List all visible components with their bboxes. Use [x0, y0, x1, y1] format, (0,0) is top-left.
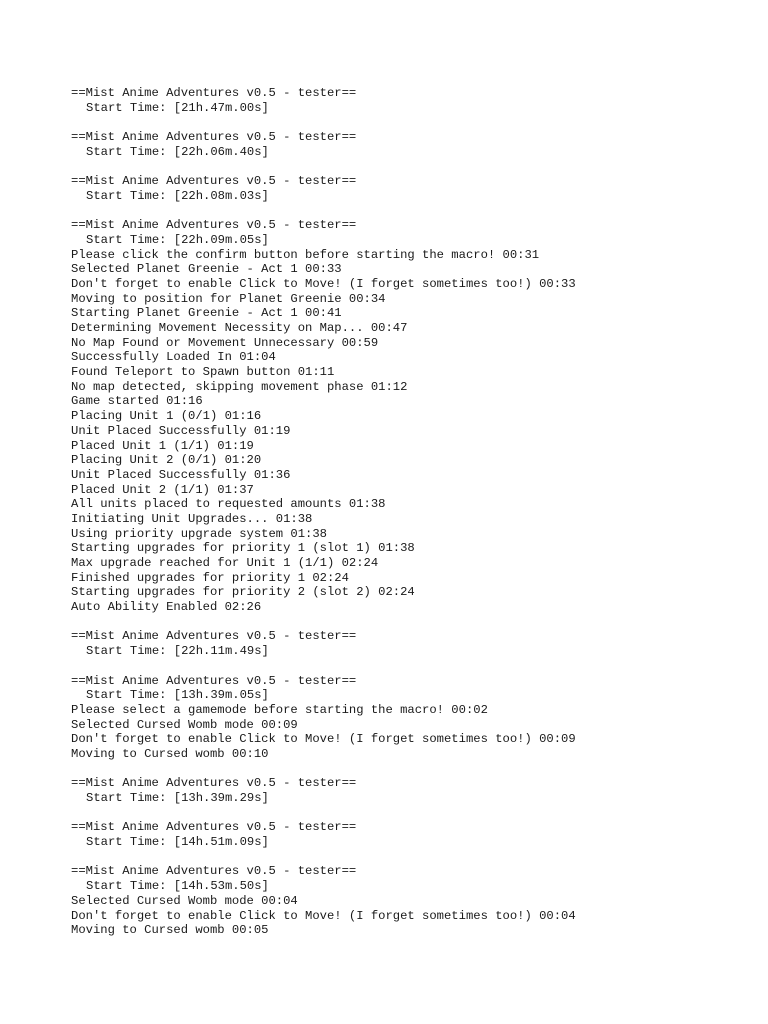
log-entry: Unit Placed Successfully 01:36	[71, 467, 291, 482]
blank-line	[71, 159, 751, 174]
session-header: ==Mist Anime Adventures v0.5 - tester==	[71, 218, 357, 233]
log-entry: Don't forget to enable Click to Move! (I forget sometimes too!) 00:04	[71, 908, 576, 923]
log-entry: Selected Planet Greenie - Act 1 00:33	[71, 262, 342, 277]
log-entry: Please click the confirm button before starting the macro! 00:31	[71, 247, 540, 262]
session-start-time: Start Time: [21h.47m.00s]	[86, 100, 269, 115]
log-session	[71, 776, 751, 805]
session-header: ==Mist Anime Adventures v0.5 - tester==	[71, 629, 357, 644]
session-header: ==Mist Anime Adventures v0.5 - tester==	[71, 776, 357, 791]
log-entry: Moving to Cursed womb 00:10	[71, 746, 269, 761]
session-header: ==Mist Anime Adventures v0.5 - tester==	[71, 673, 357, 688]
log-entry: No Map Found or Movement Unnecessary 00:59	[71, 335, 379, 350]
session-start-time: Start Time: [22h.11m.49s]	[86, 644, 269, 659]
log-session	[71, 218, 751, 615]
log-entry: Found Teleport to Spawn button 01:11	[71, 365, 335, 380]
log-session	[71, 174, 751, 203]
log-entry: Using priority upgrade system 01:38	[71, 526, 327, 541]
log-entry: Successfully Loaded In 01:04	[71, 350, 276, 365]
log-entry: Initiating Unit Upgrades... 01:38	[71, 511, 313, 526]
log-entry: Starting Planet Greenie - Act 1 00:41	[71, 306, 342, 321]
log-entry: Max upgrade reached for Unit 1 (1/1) 02:24	[71, 556, 379, 570]
session-start-time: Start Time: [14h.53m.50s]	[86, 879, 269, 894]
session-start-time: Start Time: [14h.51m.09s]	[86, 835, 269, 850]
session-start-time: Start Time: [22h.08m.03s]	[86, 188, 269, 203]
log-entry: Game started 01:16	[71, 394, 203, 409]
session-header: ==Mist Anime Adventures v0.5 - tester==	[71, 174, 357, 189]
log-session	[71, 629, 751, 658]
blank-line	[71, 115, 751, 130]
log-entry: Don't forget to enable Click to Move! (I forget sometimes too!) 00:33	[71, 276, 576, 291]
session-start-time: Start Time: [13h.39m.05s]	[86, 688, 269, 703]
session-header: ==Mist Anime Adventures v0.5 - tester==	[71, 130, 357, 145]
log-session	[71, 864, 751, 937]
log-entry: Moving to Cursed womb 00:05	[71, 923, 269, 938]
session-start-time: Start Time: [22h.06m.40s]	[86, 144, 269, 159]
log-session	[71, 130, 751, 159]
log-entry: Determining Movement Necessity on Map... 00:47	[71, 321, 408, 335]
log-entry: Finished upgrades for priority 1 02:24	[71, 570, 349, 585]
log-entry: Placed Unit 1 (1/1) 01:19	[71, 438, 254, 453]
session-header: ==Mist Anime Adventures v0.5 - tester==	[71, 864, 357, 879]
log-entry: Unit Placed Successfully 01:19	[71, 423, 291, 438]
blank-line	[71, 850, 751, 865]
log-entry: Moving to position for Planet Greenie 00:34	[71, 291, 386, 306]
log-entry: No map detected, skipping movement phase 01:12	[71, 379, 408, 394]
log-entry: Selected Cursed Womb mode 00:04	[71, 893, 298, 908]
session-start-time: Start Time: [13h.39m.29s]	[86, 791, 269, 805]
log-entry: Starting upgrades for priority 2 (slot 2) 02:24	[71, 585, 415, 600]
blank-line	[71, 659, 751, 674]
session-header: ==Mist Anime Adventures v0.5 - tester==	[71, 86, 357, 100]
log-session	[71, 820, 751, 849]
blank-line	[71, 806, 751, 821]
log-session	[71, 86, 751, 115]
log-entry: Starting upgrades for priority 1 (slot 1) 01:38	[71, 541, 415, 556]
log-session	[71, 674, 751, 762]
session-header: ==Mist Anime Adventures v0.5 - tester==	[71, 820, 357, 835]
blank-line	[71, 204, 751, 219]
blank-line	[71, 762, 751, 777]
log-entry: Don't forget to enable Click to Move! (I forget sometimes too!) 00:09	[71, 732, 576, 747]
log-entry: Placed Unit 2 (1/1) 01:37	[71, 482, 254, 497]
log-entry: Selected Cursed Womb mode 00:09	[71, 717, 298, 732]
session-start-time: Start Time: [22h.09m.05s]	[86, 232, 269, 247]
log-entry: Please select a gamemode before starting the macro! 00:02	[71, 702, 488, 717]
blank-line	[71, 615, 751, 630]
log-entry: All units placed to requested amounts 01:38	[71, 497, 386, 512]
log-entry: Placing Unit 2 (0/1) 01:20	[71, 453, 262, 468]
log-entry: Auto Ability Enabled 02:26	[71, 600, 262, 615]
log-entry: Placing Unit 1 (0/1) 01:16	[71, 409, 262, 424]
log-document	[71, 86, 751, 938]
